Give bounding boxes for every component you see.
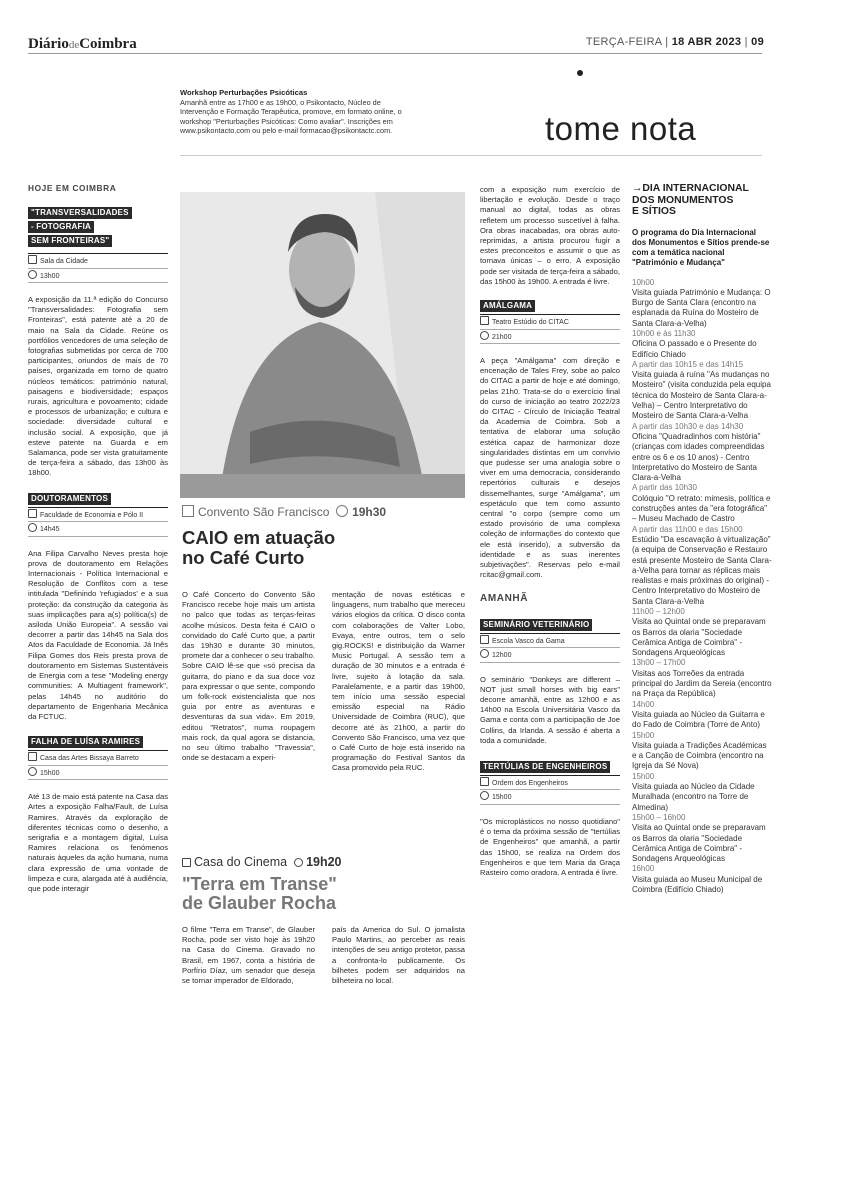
clock-icon xyxy=(294,858,303,867)
tag-falha: FALHA DE LUÍSA RAMIRES xyxy=(28,731,168,751)
programme-time: 11h00 – 12h00 xyxy=(632,607,685,616)
clock-icon xyxy=(28,767,37,776)
tag-doutoramentos: DOUTORAMENTOS xyxy=(28,488,168,508)
event-place: Sala da Cidade xyxy=(28,254,168,269)
arrow-right-icon: → xyxy=(632,183,643,194)
header-rule xyxy=(28,53,762,54)
programme-text: Oficina "Quadradinhos com história" (crianças com idades compreendidas entre os 6 e os 10 anos) - Centro Interpretativo do Mosteiro de Santa Clara-a-Velha xyxy=(632,431,765,483)
tag-tertulias: TERTÚLIAS DE ENGENHEIROS xyxy=(480,756,620,776)
programme-time: 10h00 e às 11h30 xyxy=(632,328,696,338)
building-icon xyxy=(480,777,489,786)
workshop-note xyxy=(180,88,410,136)
programme-text: Visita ao Quintal onde se preparavam os Barros da olaria "Sociedade Cerâmica Antiga de Coimbra" - Sondagens Arqueológicas xyxy=(632,617,766,658)
left-column xyxy=(28,183,168,894)
clock-icon xyxy=(480,791,489,800)
programme-time: A partir das 10h30 xyxy=(632,483,697,493)
programme-item xyxy=(632,658,772,699)
programme-item xyxy=(632,700,772,731)
programme-text: Visita guiada ao Núcleo da Cidade Muralhada (encontro na Torre de Almedina) xyxy=(632,782,755,812)
programme-item xyxy=(632,422,772,484)
event-place: Faculdade de Economia e Pólo II xyxy=(28,508,168,523)
clock-icon xyxy=(28,270,37,279)
section-title: tome nota xyxy=(545,110,697,147)
clock-icon xyxy=(28,523,37,532)
programme-list xyxy=(632,278,772,896)
article-body: "Os microplásticos no nosso quotidiano" é o tema da próxima sessão de "tertúlias de Engenheiros" que amanhã, a partir das 15h00, se realiza na Ordem dos Engenheiros e que tem Maria da Graça Rasteiro como oradora. A entrada é livre. xyxy=(480,816,620,877)
programme-item xyxy=(632,483,772,524)
workshop-body: Amanhã entre as 17h00 e as 19h00, o Psikontacto, Núcleo de Intervenção e Formação Terapêutica, promove, em formato online, o workshop "Perturbações Psicóticas: Como avaliar". Inscrições em www.psikontacto.com ou pelo e-mail formacao@psikontactc.com. xyxy=(180,97,402,136)
programme-time: 16h00 xyxy=(632,864,655,874)
programme-time: 10h00 xyxy=(632,277,655,287)
workshop-title: Workshop Perturbações Psicóticas xyxy=(180,88,308,97)
dot-marker xyxy=(577,70,583,76)
programme-item xyxy=(632,525,772,607)
programme-item xyxy=(632,278,772,329)
event-place: Casa das Artes Bissaya Barreto xyxy=(28,751,168,766)
programme-text: Visita guiada a Tradições Académicas e a Canção de Coimbra (encontro na Igreja da Sé Nova) xyxy=(632,740,767,771)
article-body: com a exposição num exercício de libertação e evolução. Desde o traço manual ao digital, todas as obras refletem um processo suscetível à falha. Ora obras inacabadas, ora obras auto-reprimidas, a artista procurou fugir a estes preconceitos e assumir o que as tornava únicas – o erro. A exposição pode ser visitada de terça-feira a sábado, das 15h00 às 19h00. A entrada é livre. xyxy=(480,185,620,286)
section-amanha: AMANHÃ xyxy=(480,592,529,604)
headline-caio: CAIO em atuação no Café Curto xyxy=(182,527,336,568)
event-place: Teatro Estúdio do CITAC xyxy=(480,315,620,330)
event-time: 15h00 xyxy=(28,766,168,781)
third-column xyxy=(480,185,620,878)
newspaper-logo: DiáriodeCoimbra xyxy=(28,36,137,52)
programme-text: Visita ao Quintal onde se preparavam os Barros da olaria "Sociedade Cerâmica Antiga de Coimbra" - Sondagens Arqueológicas xyxy=(632,823,766,864)
photo-caio xyxy=(180,192,465,498)
article-body: A exposição da 11.ª edição do Concurso "Transversalidades: Fotografia sem Fronteiras", está patente até a 20 de maio na Sala da Cidade. Reúne os portfólios vencedores de uma seleção de fotografias submetidas por cerca de 700 participantes, oriundos de mais de 70 países, organizada em torno de quatro núcleos temáticos: património natural, paisagens e biodiversidade; espaços rurais, agricultura e povoamento; cidade e processos de urbanização; e cultura e sociedade: diversidade cultural e inclusão social. A exposição, que já esteve patente na Guarda e em Salamanca, pode ser vista gratuitamente de terça-feira a sábado, das 13h00 às 18h00. xyxy=(28,295,168,478)
event-place: Ordem dos Engenheiros xyxy=(480,776,620,791)
building-icon xyxy=(28,752,37,761)
programme-item xyxy=(632,813,772,864)
programme-item xyxy=(632,864,772,895)
tag-seminario: SEMINÁRIO VETERINÁRIO xyxy=(480,614,620,634)
programme-item xyxy=(632,731,772,772)
programme-item xyxy=(632,360,772,422)
page-number: 09 xyxy=(751,36,764,48)
programme-text: Visitas aos Torreões da entrada principal do Jardim da Sereia (encontro na Praça da República) xyxy=(632,668,772,699)
tag-transversalidades: "TRANSVERSALIDADES - FOTOGRAFIA SEM FRONTEIRAS" xyxy=(28,205,168,247)
article-body: O Café Concerto do Convento São Francisco recebe hoje mais um artista no palco que todas as terças-feiras acolhe músicos. Desta feita é CAIO o convidado do Café Curto que, a partir das 19h30 e durante 30 minutos, promete dar a conhecer o seu trabalho. Sobre CAIO lê-se que «só precisa da guitarra, do piano e da sua doce voz para expressar o que sente, compondo um folk-rock existencialista que nos guia por entre as aventuras e desventuras da sua vida». Em 2019, editou "Retratos", numa roupagem mais rock, da qual agora se distancia, no seu último trabalho "Travessia", onde se destacam a experi- xyxy=(182,590,315,763)
tag-amalgama: AMÁLGAMA xyxy=(480,295,620,315)
programme-time: 15h00 xyxy=(632,730,655,740)
programme-text: Colóquio "O retrato: mimesis, política e construções antes da "era fotográfica" – Museu Machado de Castro xyxy=(632,493,771,524)
programme-text: Visita guiada Património e Mudança: O Burgo de Santa Clara (encontro na esplanada da Ruína do Mosteiro de Santa Clara-a-Velha) xyxy=(632,287,771,328)
building-icon xyxy=(182,858,191,867)
article-body: O filme "Terra em Transe", de Glauber Rocha, pode ser visto hoje às 19h20 na Casa do Cinema. Gravado no Brasil, em 1967, conta a história de Porfírio Díaz, um senador que deseja se tornar imperador de Eldorado, xyxy=(182,925,315,986)
programme-text: Visita guiada ao Museu Municipal de Coimbra (Edifício Chiado) xyxy=(632,874,763,895)
event-time: 14h45 xyxy=(28,522,168,537)
programme-text: Visita guiada ao Núcleo da Guitarra e do Fado de Coimbra (Torre de Anto) xyxy=(632,709,765,730)
programme-item xyxy=(632,329,772,360)
programme-item xyxy=(632,607,772,658)
clock-icon xyxy=(336,505,348,517)
programme-text: Visita guiada à ruína "As mudanças no Mosteiro" (visita conduzida pela equipa técnica do Mosteiro de Santa Clara-a-Velha) – Centro Interpretativo do Mosteiro de Santa Clara-a-Velha xyxy=(632,370,771,421)
section-rule xyxy=(180,155,762,156)
event-time: 21h00 xyxy=(480,330,620,345)
article-body: Até 13 de maio está patente na Casa das Artes a exposição Falha/Fault, de Luísa Ramires. Através da exploração de diferentes técnicas como o desenho, a serigrafia e a montagem digital, Luísa Ramires relaciona os fenómenos naturais àqueles da ação humana, numa clara expressão de uma vontade de limpeza e cura, alargada até à audiência, que pode interagir xyxy=(28,792,168,893)
programme-time: A partir das 11h00 e das 15h00 xyxy=(632,524,743,534)
right-column xyxy=(632,183,772,895)
programme-time: A partir das 10h15 e das 14h15 xyxy=(632,359,744,369)
article-body: A peça "Amálgama" com direção e encenação de Tales Frey, sobe ao palco do CITAC a partir de hoje e até domingo, pelas 21h0. Trata-se do o exercício final do curso de iniciação ao teatro 2022/23 do CITAC - Círculo de Iniciação Teatral da Academia de Coimbra. Sob a tentativa de elaborar uma solução estética capaz de harmonizar doze singularidades distintas em um convívio que pudesse ser uma analogia sobre o viver em uma democracia, considerando repertórios culturais e desejos dissemelhantes, surge "Amálgama", um espetáculo que tem como assunto central "o corpo (sempre como um estado provisório de uma complexa coleção de informações do contexto que ele está inserido), a subversão da identidade e as suas inerentes subjetivações". Reservas pelo e-mail rcitac@gmail.com. xyxy=(480,356,620,580)
building-icon xyxy=(28,509,37,518)
programme-time: 15h00 – 16h00 xyxy=(632,812,686,822)
monuments-title: →DIA INTERNACIONAL DOS MONUMENTOS E SÍTIOS xyxy=(632,183,749,217)
event-time: 13h00 xyxy=(28,269,168,284)
event-time: 15h00 xyxy=(480,790,620,805)
building-icon xyxy=(480,635,489,644)
clock-icon xyxy=(480,649,489,658)
building-icon xyxy=(28,255,37,264)
building-icon xyxy=(182,505,194,517)
article-body: mentação de novas estéticas e linguagens, num trabalho que mereceu vários elogios da crítica. O disco conta com colaborações de Valter Lobo, Evaya, entre outros, tem o selo gig.ROCKS! e distribuição da Warner Music Portugal. A sessão tem a duração de 30 minutos e a entrada é livre, sujeito à lotação da sala. Paralelamente, e a partir das 19h00, tem início uma sessão especial emissão especial na Rádio Universidade de Coimbra (RUC), que decorre até às 21h00, a partir do Convento São Francisco, uma vez que o Café Curto de hoje está inserido na programação do Festival Santos da Casa promovido pela RUC. xyxy=(332,590,465,773)
clock-icon xyxy=(480,331,489,340)
programme-time: 15h00 xyxy=(632,771,655,781)
headline-terra: "Terra em Transe" de Glauber Rocha xyxy=(182,874,337,913)
subheading-cinema: Casa do Cinema 19h20 xyxy=(182,855,342,869)
photo-caption: Convento São Francisco 19h30 xyxy=(182,505,386,519)
programme-text: Estúdio "Da escavação à virtualização" (a equipa de Conservação e Restauro está presente Mosteiro de Santa Clara-a-Velha para tornar as réplicas mais realistas e mais próximas do original) - Centro Interpretativo do Mosteiro de Santa Clara-a-Velha xyxy=(632,534,772,606)
building-icon xyxy=(480,316,489,325)
monuments-lead: O programa do Dia Internacional dos Monumentos e Sítios prende-se com a temática nacional "Património e Mudança" xyxy=(632,227,770,267)
article-body: país da America do Sul. O jornalista Paulo Martins, ao perceber as reais intenções de seu antigo protetor, passa a confronta-lo publicamente. Os bilhetes podem ser adquiridos na bilheteira no local. xyxy=(332,925,465,986)
programme-item xyxy=(632,772,772,813)
programme-text: Oficina O passado e o Presente do Edifício Chiado xyxy=(632,339,757,359)
article-body: O seminário "Donkeys are different – NOT just small horses with big ears" decorre amanhã, entre as 12h00 e as 14h00 na Escola Universitária Vasco da Gama e conta com a participação de Joe Collins, da Irlanda. A sessão é aberta a toda a comunidade. xyxy=(480,674,620,745)
programme-time: 14h00 xyxy=(632,699,655,709)
event-time: 12h00 xyxy=(480,648,620,663)
section-hoje: HOJE EM COIMBRA xyxy=(28,183,117,193)
programme-time: 13h00 – 17h00 xyxy=(632,658,686,668)
event-place: Escola Vasco da Gama xyxy=(480,634,620,649)
programme-time: A partir das 10h30 e das 14h30 xyxy=(632,421,744,431)
article-body: Ana Filipa Carvalho Neves presta hoje prova de doutoramento em Relações Internacionais - Política Internacional e Resolução de Conflitos com a tese intitulada "Definindo 'refugiados' e a sua proteção: da construção da categoria às suas implicações para a(s) política(s) de asiloda União Europeia". A sessão vai decorrer a partir das 14h45 na Sala dos Atos da Faculdade de Economia. Já Inês Filipa Gomes dos Reis presta prova de doutoramento em Sistemas Sustentáveis de Energia com a tese "Modeling energy communities: A Multiagent framework", pelas 14h45 no auditório do departamento de Engenharia Mecânica da FCTUC. xyxy=(28,548,168,721)
page-date: TERÇA-FEIRA | 18 ABR 2023 | 09 xyxy=(585,36,764,48)
